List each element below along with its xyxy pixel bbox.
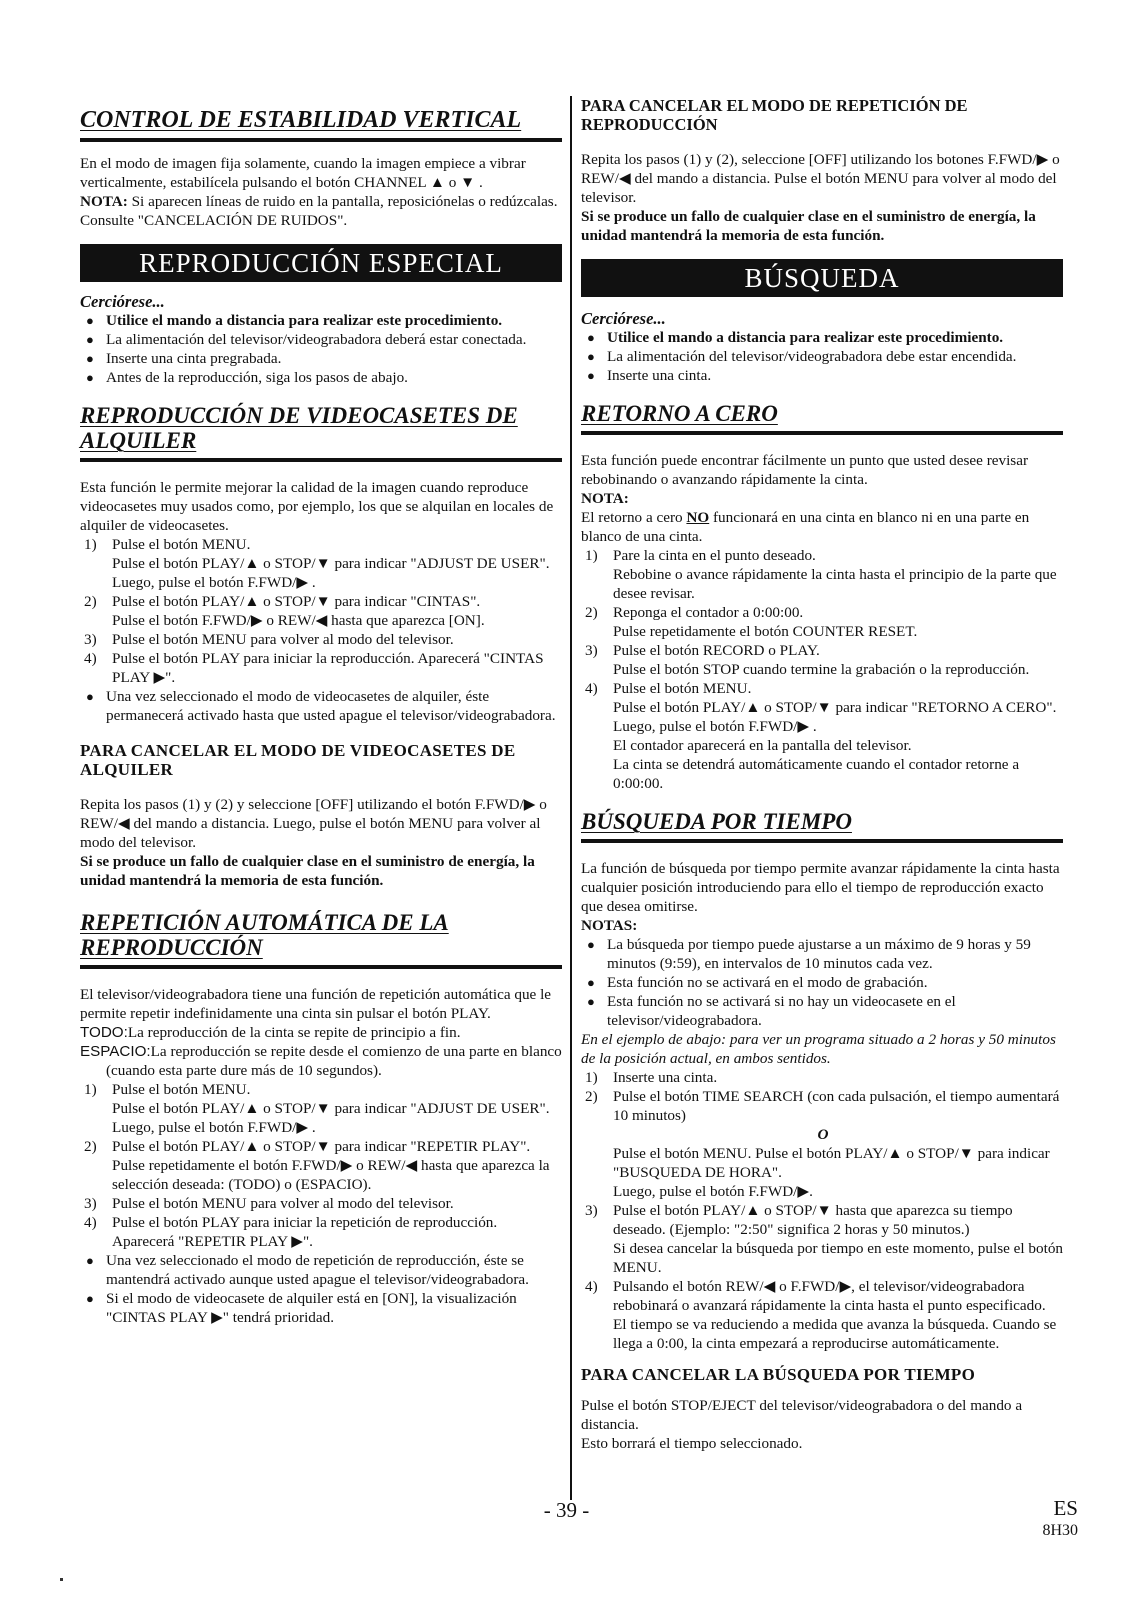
- check-label: Cerciórese...: [581, 309, 666, 328]
- section-title-time-search: BÚSQUEDA POR TIEMPO: [581, 809, 1063, 843]
- todo-text: La reproducción de la cinta se repite de principio a fin.: [127, 1024, 461, 1041]
- section-title-vertical-stability: CONTROL DE ESTABILIDAD VERTICAL: [80, 108, 562, 142]
- list-item: ● Una vez seleccionado el modo de repetición de reproducción, éste se mantendrá activado aunque usted apague el televisor/videograbadora.: [80, 1251, 562, 1289]
- bold-paragraph: Si se produce un fallo de cualquier clase en el suministro de energía, la unidad mantendrá la memoria de esta función.: [581, 208, 1036, 244]
- step-item: 3) Pulse el botón MENU para volver al modo del televisor.: [84, 1195, 454, 1212]
- step-item: 1) Pulse el botón MENU. Pulse el botón PLAY/▲ o STOP/▼ para indicar "ADJUST DE USER". Luego, pulse el botón F.FWD/▶ .: [84, 1081, 550, 1136]
- list-item: ● Una vez seleccionado el modo de videocasetes de alquiler, éste permanecerá activado hasta que usted apague el televisor/videograbadora.: [80, 687, 562, 725]
- note-paragraph: El retorno a cero NO funcionará en una cinta en blanco ni en una parte en blanco de una cinta.: [581, 509, 1030, 545]
- list-item: ● Esta función no se activará en el modo de grabación.: [581, 973, 1063, 992]
- list-item: ● La alimentación del televisor/videograbadora debe estar encendida.: [581, 347, 1063, 366]
- list-item: ● Inserte una cinta.: [581, 366, 1063, 385]
- step-item: 2) Pulse el botón PLAY/▲ o STOP/▼ para indicar "REPETIR PLAY". Pulse repetidamente el botón F.FWD/▶ o REW/◀ hasta que aparezca la selección deseada: (TODO) o (ESPACIO).: [84, 1138, 550, 1193]
- paragraph: El televisor/videograbadora tiene una función de repetición automática que le permite repetir indefinidamente una cinta sin pulsar el botón PLAY.: [80, 986, 552, 1022]
- subsection-title-cancel-time-search: PARA CANCELAR LA BÚSQUEDA POR TIEMPO: [581, 1365, 976, 1384]
- step-item: 4) Pulse el botón PLAY para iniciar la reproducción. Aparecerá "CINTAS PLAY ▶".: [84, 650, 544, 686]
- check-list: [80, 311, 562, 387]
- step-item: 1) Pare la cinta en el punto deseado. Rebobine o avance rápidamente la cinta hasta el principio de la parte que desee revisar.: [585, 547, 1057, 602]
- language-code: ES: [1053, 1496, 1078, 1520]
- step-item: 4) Pulsando el botón REW/◀ o F.FWD/▶, el televisor/videograbadora rebobinará o avanzará rápidamente la cinta hasta el punto especificado. El tiempo se va reduciendo a medida que avanza la búsqueda. Cuando se llega a 0:00, la cinta empezará a reproducirse automáticamente.: [585, 1278, 1057, 1352]
- paragraph: En el modo de imagen fija solamente, cuando la imagen empiece a vibrar verticalmente, estabilícela pulsando el botón CHANNEL ▲ o ▼ .: [80, 155, 526, 191]
- paragraph: Esta función puede encontrar fácilmente un punto que usted desee revisar rebobinando o avanzando rápidamente la cinta.: [581, 452, 1029, 488]
- bold-paragraph: Si se produce un fallo de cualquier clase en el suministro de energía, la unidad mantendrá la memoria de esta función.: [80, 853, 535, 889]
- list-item: ● Esta función no se activará si no hay un videocasete en el televisor/videograbadora.: [581, 992, 1063, 1030]
- list-item: ● Si el modo de videocasete de alquiler está en [ON], la visualización "CINTAS PLAY ▶" tendrá prioridad.: [80, 1289, 562, 1327]
- left-column: [80, 96, 562, 1327]
- section-title-rental: REPRODUCCIÓN DE VIDEOCASETES DE ALQUILER: [80, 403, 562, 462]
- note-label: NOTA:: [581, 490, 629, 507]
- todo-label: TODO:: [80, 1024, 128, 1041]
- document-code: 8H30: [1042, 1522, 1078, 1539]
- or-separator: O: [817, 1126, 829, 1143]
- step-item: 4) Pulse el botón PLAY para iniciar la repetición de reproducción. Aparecerá "REPETIR PLAY ▶".: [84, 1214, 498, 1250]
- note-list: [80, 687, 562, 725]
- step-list: [581, 1068, 1063, 1353]
- step-item: 3) Pulse el botón MENU para volver al modo del televisor.: [84, 631, 454, 648]
- list-item: ● Inserte una cinta pregrabada.: [80, 349, 562, 368]
- paragraph: Repita los pasos (1) y (2) y seleccione [OFF] utilizando el botón F.FWD/▶ o REW/◀ del mando a distancia. Luego, pulse el botón MENU para volver al modo del televisor.: [80, 796, 547, 851]
- list-item: ● Antes de la reproducción, siga los pasos de abajo.: [80, 368, 562, 387]
- paragraph: Esta función le permite mejorar la calidad de la imagen cuando reproduce videocasetes muy usados como, por ejemplo, los que se alquilan en locales de alquiler de videocasetes.: [80, 479, 554, 534]
- step-item: 1) Inserte una cinta.: [585, 1069, 718, 1086]
- section-title-auto-repeat: REPETICIÓN AUTOMÁTICA DE LA REPRODUCCIÓN: [80, 910, 562, 969]
- espacio-label: ESPACIO:: [80, 1043, 151, 1060]
- note-label: NOTA:: [80, 193, 128, 210]
- espacio-line: [80, 1042, 562, 1080]
- step-item: 2) Pulse el botón TIME SEARCH (con cada pulsación, el tiempo aumentará 10 minutos) O Pulse el botón MENU. Pulse el botón PLAY/▲ o STOP/▼ para indicar "BUSQUEDA DE HORA". Luego, pulse el botón F.FWD/▶.: [581, 1087, 1063, 1201]
- paragraph: Repita los pasos (1) y (2), seleccione [OFF] utilizando los botones F.FWD/▶ o REW/◀ del mando a distancia. Pulse el botón MENU para volver al modo del televisor.: [581, 151, 1060, 206]
- espacio-text: La reproducción se repite desde el comienzo de una parte en blanco (cuando esta parte dure más de 10 segundos).: [106, 1043, 562, 1079]
- step-item: 3) Pulse el botón PLAY/▲ o STOP/▼ hasta que aparezca su tiempo deseado. (Ejemplo: "2:50" significa 2 horas y 50 minutos.) Si desea cancelar la búsqueda por tiempo en este momento, pulse el botón MENU.: [585, 1202, 1064, 1276]
- todo-line: [80, 1023, 562, 1042]
- notes-list: [581, 935, 1063, 1030]
- step-item: 1) Pulse el botón MENU. Pulse el botón PLAY/▲ o STOP/▼ para indicar "ADJUST DE USER". Luego, pulse el botón F.FWD/▶ .: [84, 536, 550, 591]
- step-list: [581, 546, 1063, 793]
- section-title-return-zero: RETORNO A CERO: [581, 401, 1063, 435]
- step-item: 2) Pulse el botón PLAY/▲ o STOP/▼ para indicar "CINTAS". Pulse el botón F.FWD/▶ o REW/◀ hasta que aparezca [ON].: [84, 593, 485, 629]
- paragraph: Esto borrará el tiempo seleccionado.: [581, 1435, 803, 1452]
- list-item: ● Utilice el mando a distancia para realizar este procedimiento.: [80, 311, 562, 330]
- step-item: 2) Reponga el contador a 0:00:00. Pulse repetidamente el botón COUNTER RESET.: [585, 604, 918, 640]
- scan-mark: [60, 1578, 63, 1581]
- banner-search: BÚSQUEDA: [581, 259, 1063, 297]
- paragraph: La función de búsqueda por tiempo permite avanzar rápidamente la cinta hasta cualquier posición introduciendo para ello el tiempo de reproducción exacto que desea omitirse.: [581, 860, 1060, 915]
- note-list: [80, 1251, 562, 1327]
- list-item: ● Utilice el mando a distancia para realizar este procedimiento.: [581, 328, 1063, 347]
- banner-special-playback: REPRODUCCIÓN ESPECIAL: [80, 244, 562, 282]
- example-paragraph: En el ejemplo de abajo: para ver un programa situado a 2 horas y 50 minutos de la posición actual, en ambos sentidos.: [581, 1031, 1056, 1067]
- list-item: ● La alimentación del televisor/videograbadora deberá estar conectada.: [80, 330, 562, 349]
- right-column: [581, 96, 1063, 1453]
- notes-label: NOTAS:: [581, 917, 638, 934]
- step-item: 3) Pulse el botón RECORD o PLAY. Pulse el botón STOP cuando termine la grabación o la reproducción.: [585, 642, 1030, 678]
- note-paragraph: [80, 192, 562, 230]
- step-list: [80, 535, 562, 687]
- column-divider: [570, 96, 572, 1500]
- page-number: - 39 -: [543, 1498, 590, 1522]
- subsection-title-cancel-rental: PARA CANCELAR EL MODO DE VIDEOCASETES DE ALQUILER: [80, 741, 516, 779]
- paragraph: Pulse el botón STOP/EJECT del televisor/videograbadora o del mando a distancia.: [581, 1397, 1023, 1433]
- note-text: Si aparecen líneas de ruido en la pantalla, reposiciónelas o redúzcalas. Consulte "CANCELACIÓN DE RUIDOS".: [80, 193, 558, 229]
- list-item: ● La búsqueda por tiempo puede ajustarse a un máximo de 9 horas y 59 minutos (9:59), en intervalos de 10 minutos cada vez.: [581, 935, 1063, 973]
- step-item: 4) Pulse el botón MENU. Pulse el botón PLAY/▲ o STOP/▼ para indicar "RETORNO A CERO". Luego, pulse el botón F.FWD/▶ . El contador aparecerá en la pantalla del televisor. La cinta se detendrá automáticamente cuando el contador retorne a 0:00:00.: [585, 680, 1057, 792]
- step-list: [80, 1080, 562, 1251]
- check-label: Cerciórese...: [80, 292, 165, 311]
- check-list: [581, 328, 1063, 385]
- subsection-title-cancel-repeat: PARA CANCELAR EL MODO DE REPETICIÓN DE REPRODUCCIÓN: [581, 96, 968, 134]
- emphasis-no: NO: [686, 509, 710, 526]
